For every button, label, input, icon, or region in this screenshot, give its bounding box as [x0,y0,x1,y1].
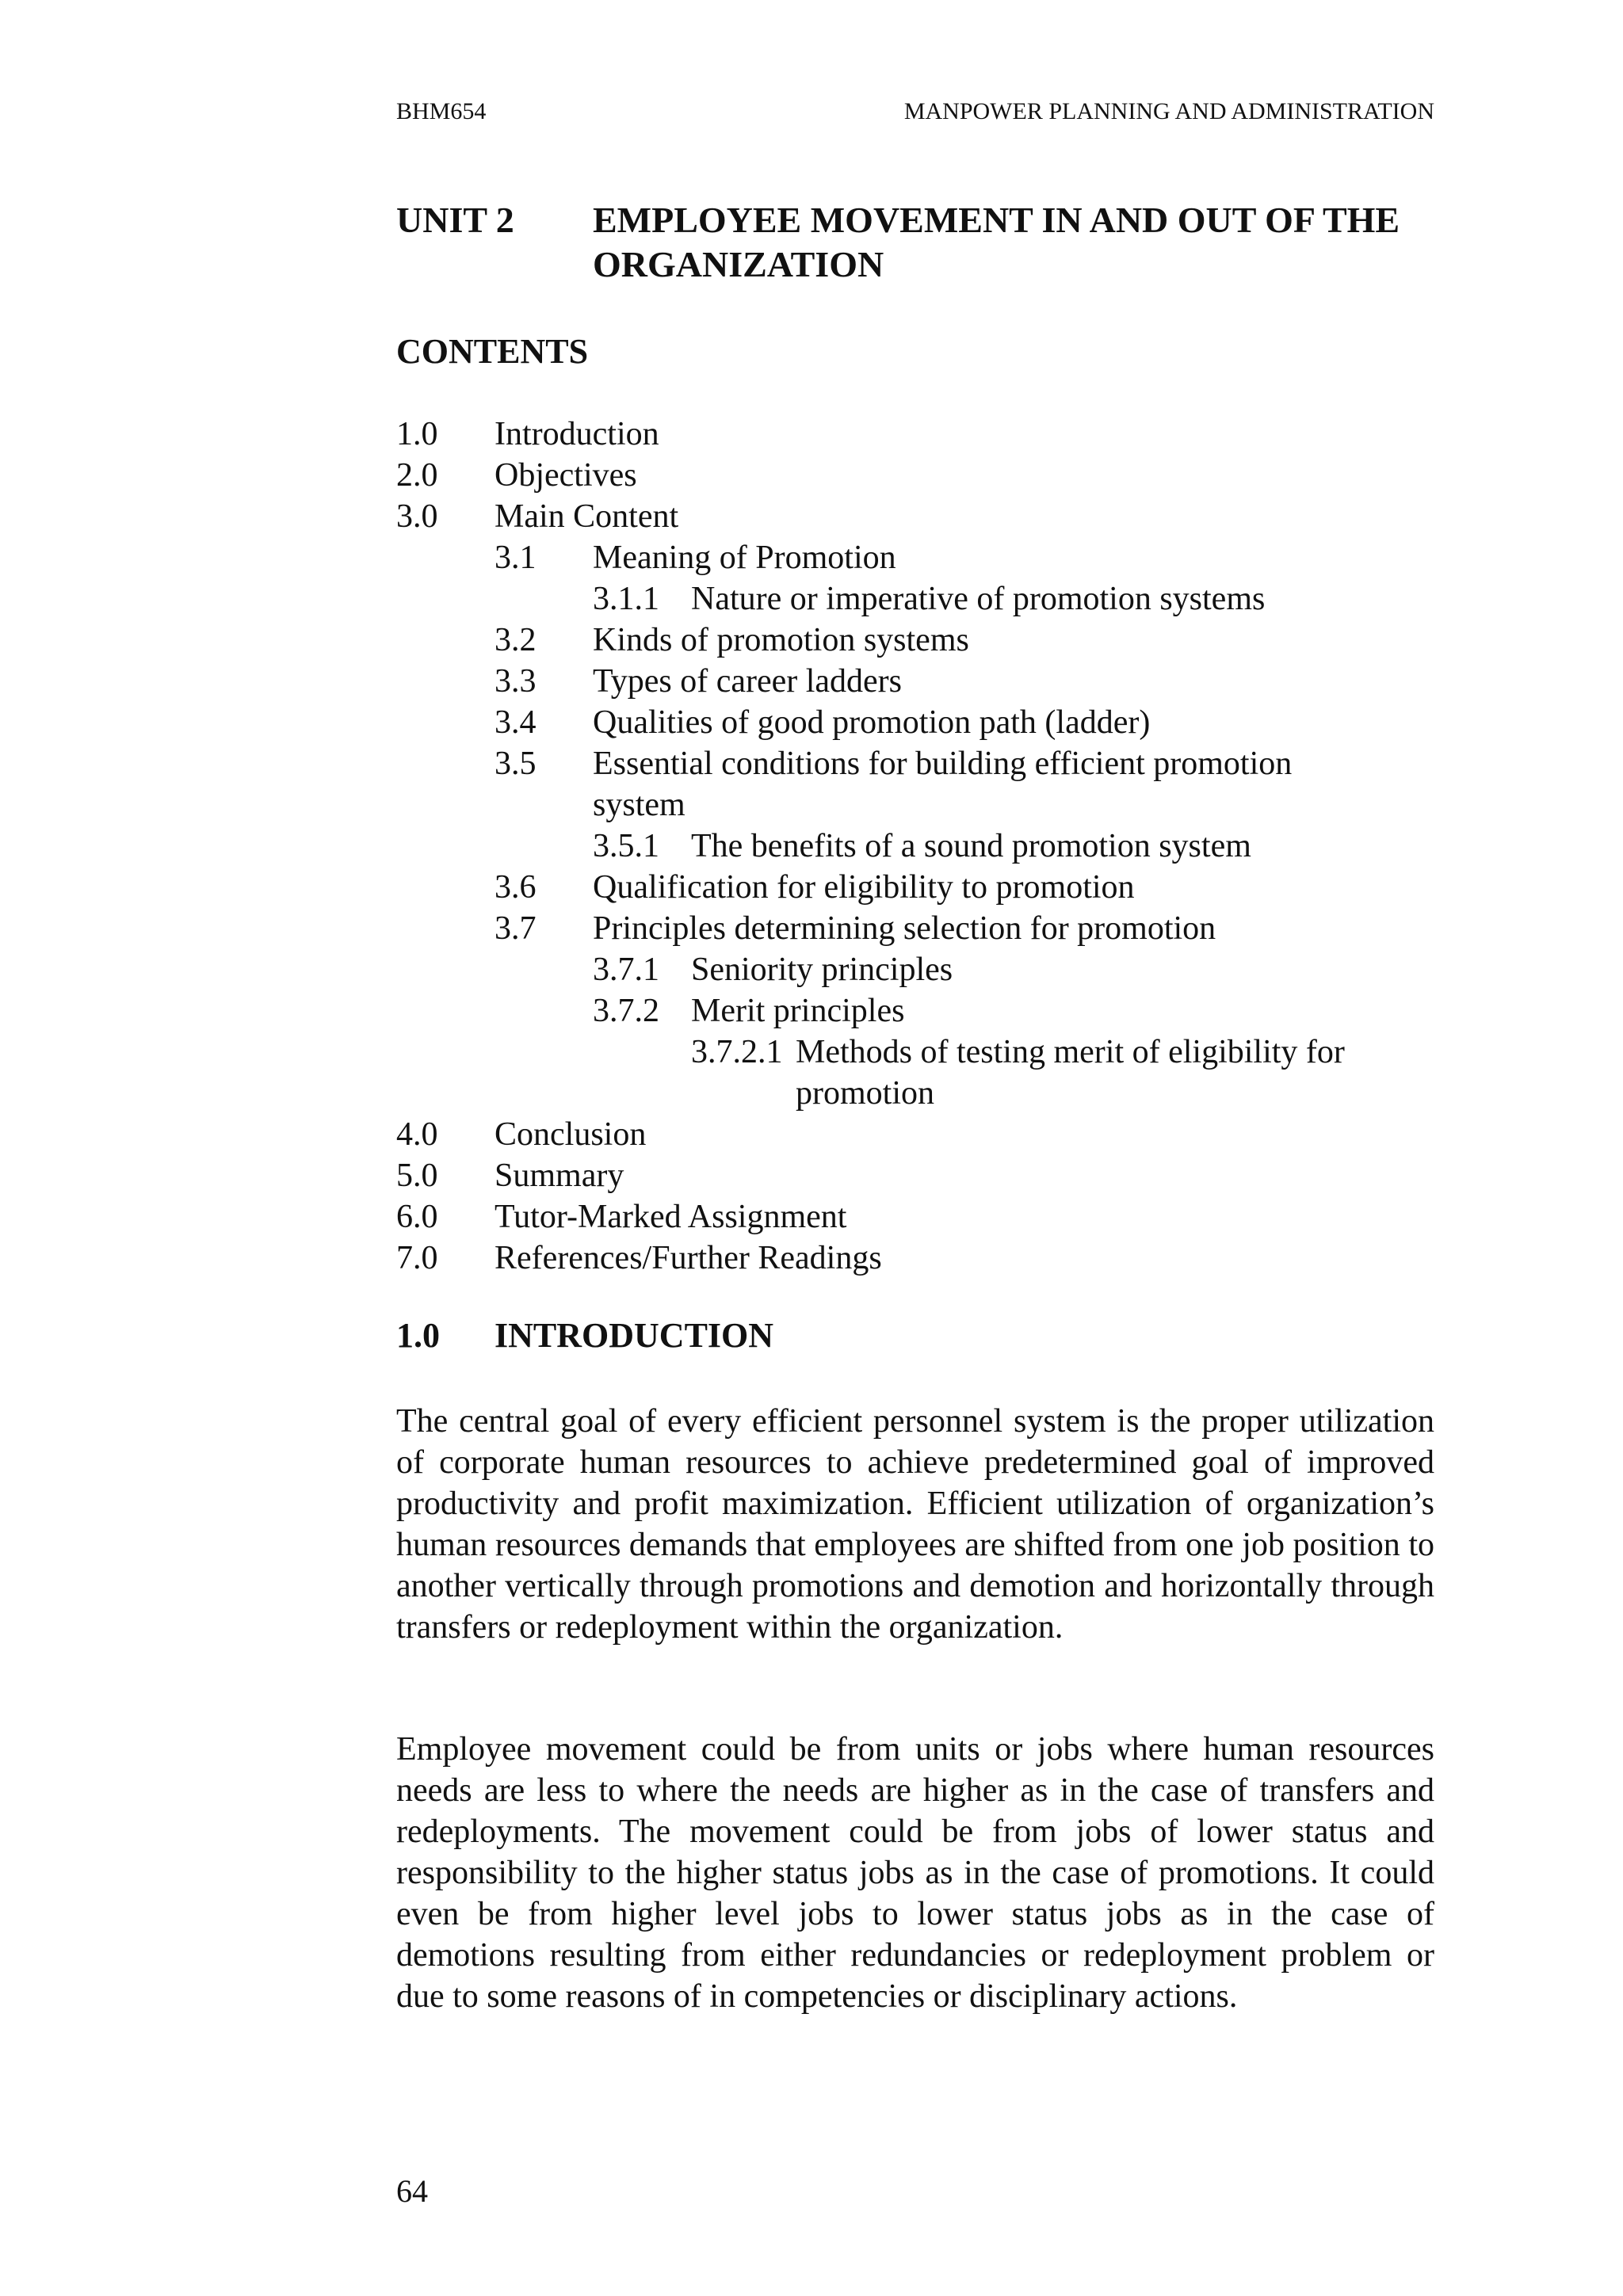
toc-item-title: Objectives [495,457,637,494]
toc-item [396,455,1442,496]
toc-item [396,743,1442,784]
toc-item-number: 3.7.1 [593,952,659,988]
toc-item-number: 3.2 [495,622,537,658]
section-number: 1.0 [396,1316,440,1355]
course-title: MANPOWER PLANNING AND ADMINISTRATION [903,98,1434,124]
toc-item-title: Kinds of promotion systems [593,622,969,658]
course-code: BHM654 [396,98,487,124]
toc-item-title: Introduction [495,416,659,452]
toc-item-number: 3.7.2 [593,993,659,1029]
toc-item-number: 3.4 [495,704,537,741]
contents-heading: CONTENTS [396,332,589,371]
toc-item-title: Conclusion [495,1116,647,1153]
toc-item [396,702,1442,743]
toc-item [396,990,1442,1032]
toc-item-title: Summary [495,1158,624,1194]
running-header [396,98,1434,133]
toc-item [396,1114,1442,1155]
toc-item-number: 3.7.2.1 [691,1034,783,1070]
toc-item [396,414,1442,455]
toc-item-number: 5.0 [396,1158,438,1194]
toc-item-continuation [396,1073,1442,1114]
toc-item-number: 1.0 [396,416,438,452]
page-number: 64 [396,2173,428,2209]
toc-item-number: 7.0 [396,1240,438,1276]
toc-item [396,1032,1442,1073]
unit-title-text: EMPLOYEE MOVEMENT IN AND OUT OF THE ORGANIZATION [593,200,1400,284]
toc-item-title-continuation: promotion [796,1075,934,1112]
toc-item [396,908,1442,949]
table-of-contents [396,414,1442,1279]
toc-item [396,578,1442,620]
toc-item-title: Nature or imperative of promotion systems [691,581,1266,617]
toc-item-title: References/Further Readings [495,1240,882,1276]
toc-item [396,867,1442,908]
toc-item-title: Tutor-Marked Assignment [495,1199,847,1235]
toc-item-number: 6.0 [396,1199,438,1235]
toc-item [396,537,1442,578]
toc-item-title: Seniority principles [691,952,953,988]
toc-item-number: 3.1.1 [593,581,659,617]
toc-item [396,1238,1442,1279]
toc-item [396,620,1442,661]
toc-item [396,1196,1442,1238]
toc-item-title: Qualities of good promotion path (ladder) [593,704,1151,741]
toc-item-continuation [396,784,1442,826]
toc-item-title: Main Content [495,498,679,535]
toc-item-title: Qualification for eligibility to promotion [593,869,1135,906]
toc-item-title: Principles determining selection for promotion [593,910,1216,947]
toc-item-number: 2.0 [396,457,438,494]
body-paragraph: Employee movement could be from units or jobs where human resources needs are less to where the needs are higher as in the case of transfers and redeployments. The movement could be from jobs of lower status and responsibility to the higher status jobs as in the case of promotions. It could even be from higher level jobs to lower status jobs as in the case of demotions resulting from either redundancies or redeployment problem or due to some reasons of in competencies or disciplinary actions. [396,1731,1434,2015]
toc-item-number: 3.3 [495,663,537,700]
toc-item [396,496,1442,537]
toc-item-title: Meaning of Promotion [593,540,896,576]
section-title: INTRODUCTION [495,1316,774,1355]
toc-item-title-continuation: system [593,787,685,823]
toc-item [396,661,1442,702]
toc-item [396,1155,1442,1196]
toc-item-title: Methods of testing merit of eligibility for [796,1034,1345,1070]
toc-item-number: 3.7 [495,910,537,947]
toc-item-number: 4.0 [396,1116,438,1153]
toc-item-number: 3.6 [495,869,537,906]
unit-number: UNIT 2 [396,200,514,240]
toc-item-number: 3.5.1 [593,828,659,864]
toc-item-title: Merit principles [691,993,905,1029]
toc-item-number: 3.5 [495,746,537,782]
toc-item-number: 3.0 [396,498,438,535]
toc-item-title: Essential conditions for building efficient promotion [593,746,1293,782]
toc-item [396,826,1442,867]
toc-item-title: The benefits of a sound promotion system [691,828,1251,864]
toc-item-title: Types of career ladders [593,663,903,700]
body-paragraph: The central goal of every efficient personnel system is the proper utilization of corporate human resources to achieve predetermined goal of improved productivity and profit maximization. Efficient utilization of organization’s human resources demands that employees are shifted from one job position to another vertically through promotions and demotion and horizontally through transfers or redeployment within the organization. [396,1403,1434,1646]
toc-item [396,949,1442,990]
toc-item-number: 3.1 [495,540,537,576]
